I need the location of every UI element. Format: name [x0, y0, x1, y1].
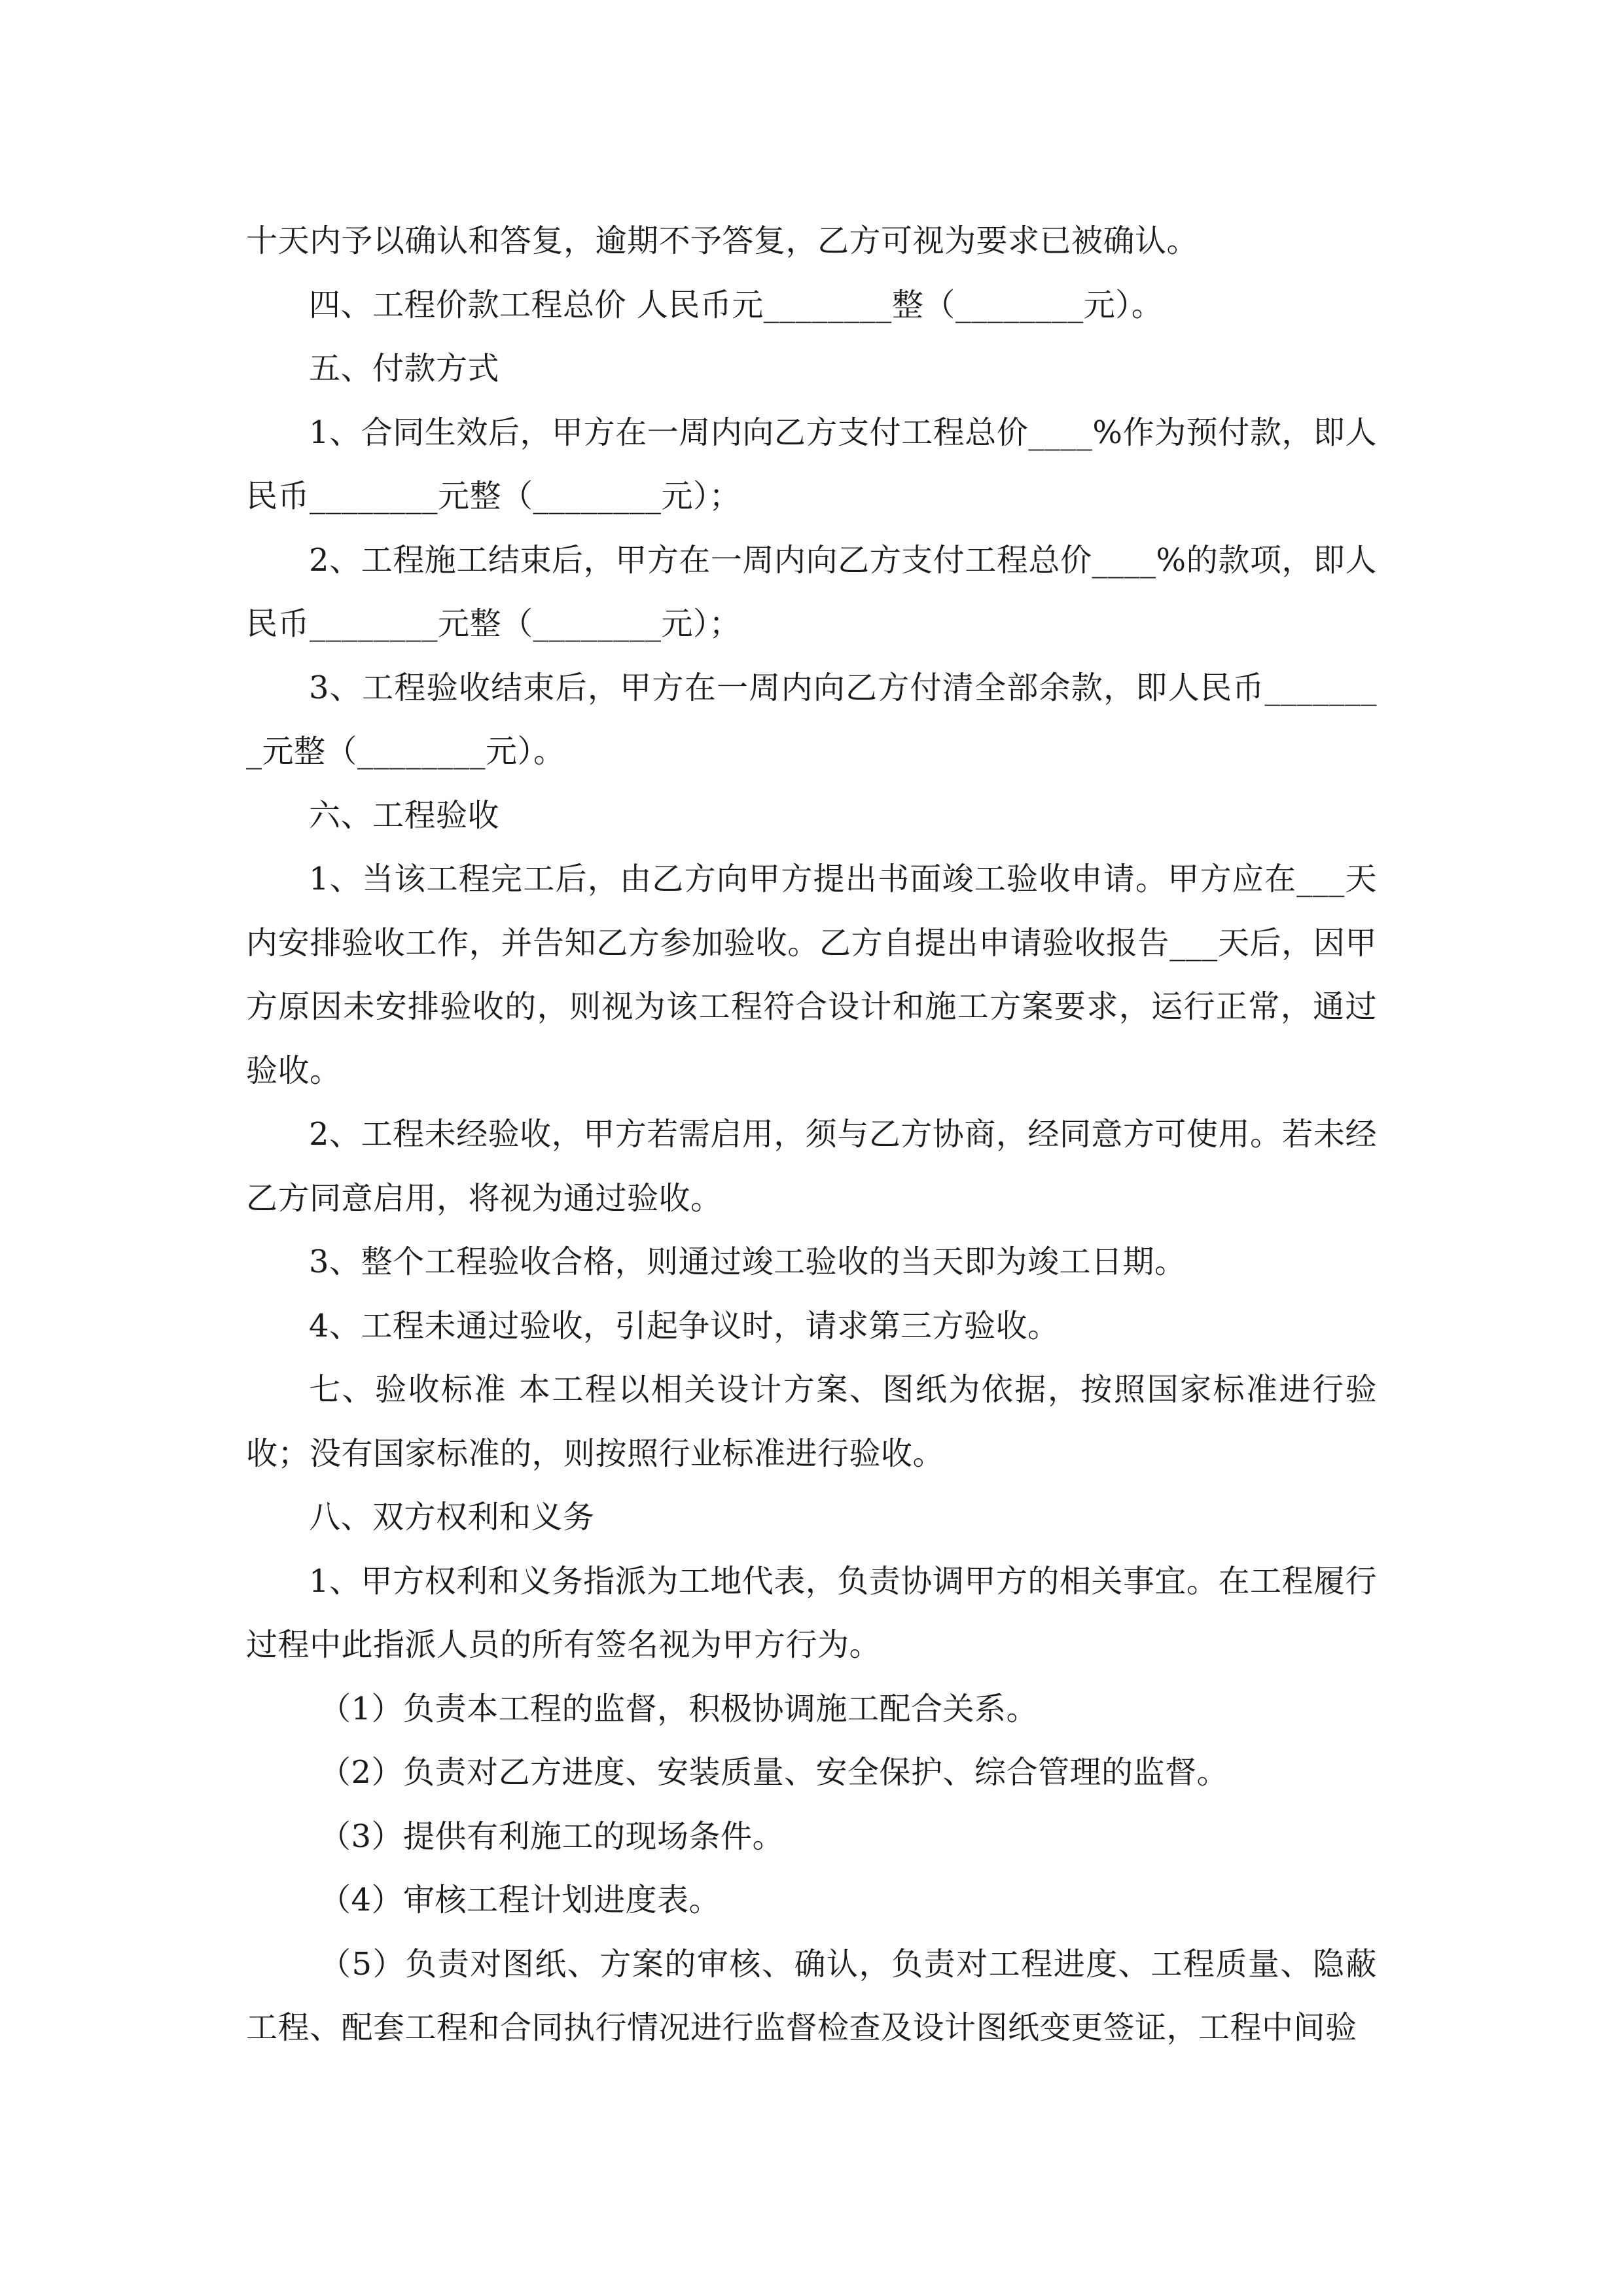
payment-item-3: 3、工程验收结束后，甲方在一周内向乙方付清全部余款，即人民币________元整（________元）。: [246, 669, 1377, 770]
rights-subitem-3: （3）提供有利施工的现场条件。: [319, 1818, 785, 1855]
rights-subitem-5: （5）负责对图纸、方案的审核、确认，负责对工程进度、工程质量、隐蔽工程、配套工程和合同执行情况进行监督检查及设计图纸变更签证，工程中间验: [246, 1945, 1377, 2046]
rights-subitem-1: （1）负责本工程的监督，积极协调施工配合关系。: [319, 1690, 1039, 1727]
acceptance-item-2: 2、工程未经验收，甲方若需启用，须与乙方协商，经同意方可使用。若未经乙方同意启用，将视为通过验收。: [246, 1116, 1377, 1217]
payment-item-1: 1、合同生效后，甲方在一周内向乙方支付工程总价____%作为预付款，即人民币________元整（________元）；: [246, 414, 1377, 514]
document-page: [246, 209, 1377, 2060]
acceptance-item-4: 4、工程未通过验收，引起争议时，请求第三方验收。: [309, 1307, 1060, 1344]
acceptance-item-1: 1、当该工程完工后，由乙方向甲方提出书面竣工验收申请。甲方应在___天内安排验收工作，并告知乙方参加验收。乙方自提出申请验收报告___天后，因甲方原因未安排验收的，则视为该工程符合设计和施工方案要求，运行正常，通过验收。: [246, 861, 1377, 1089]
section-6-heading: 六、工程验收: [309, 797, 500, 834]
section-4-price: 四、工程价款工程总价 人民币元________整（________元）。: [309, 286, 1164, 323]
paragraph-continuation: 十天内予以确认和答复，逾期不予答复，乙方可视为要求已被确认。: [246, 223, 1199, 259]
acceptance-item-3: 3、整个工程验收合格，则通过竣工验收的当天即为竣工日期。: [309, 1244, 1186, 1280]
rights-item-1: 1、甲方权利和义务指派为工地代表，负责协调甲方的相关事宜。在工程履行过程中此指派人员的所有签名视为甲方行为。: [246, 1562, 1377, 1663]
rights-subitem-4: （4）审核工程计划进度表。: [319, 1882, 721, 1918]
section-5-heading: 五、付款方式: [309, 350, 500, 387]
rights-subitem-2: （2）负责对乙方进度、安装质量、安全保护、综合管理的监督。: [319, 1754, 1229, 1791]
section-8-heading: 八、双方权利和义务: [309, 1499, 595, 1535]
section-7-standard: 七、验收标准 本工程以相关设计方案、图纸为依据，按照国家标准进行验收；没有国家标准的，则按照行业标准进行验收。: [246, 1371, 1377, 1472]
payment-item-2: 2、工程施工结束后，甲方在一周内向乙方支付工程总价____%的款项，即人民币________元整（________元）；: [246, 541, 1377, 642]
